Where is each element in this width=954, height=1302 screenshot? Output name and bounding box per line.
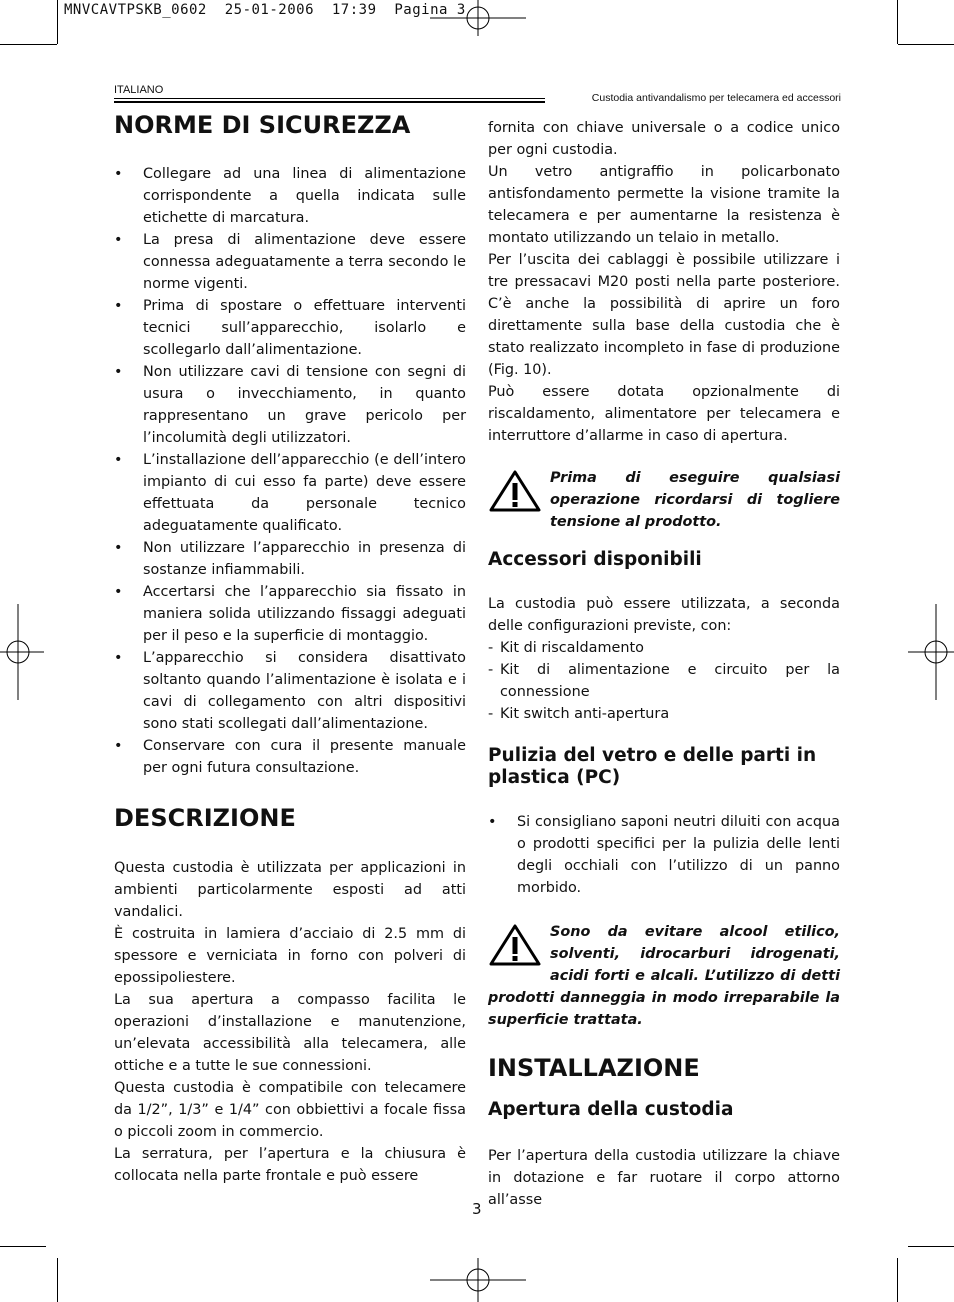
crop-mark bbox=[898, 44, 954, 45]
safety-item: • Non utilizzare l’apparecchio in presenza di sostanze infiammabili. bbox=[114, 537, 466, 581]
accessory-item: - Kit switch anti-apertura bbox=[488, 703, 840, 725]
heading-accessories: Accessori disponibili bbox=[488, 549, 702, 570]
accessories-list bbox=[488, 637, 840, 725]
heading-safety: NORME DI SICUREZZA bbox=[114, 111, 411, 139]
header-title: Custodia antivandalismo per telecamera ed accessori bbox=[591, 92, 841, 104]
accessories-intro: La custodia può essere utilizzata, a seconda delle configurazioni previste, con: bbox=[488, 596, 840, 634]
heading-opening: Apertura della custodia bbox=[488, 1099, 734, 1120]
warning-chemicals bbox=[488, 921, 840, 1031]
crop-mark bbox=[897, 0, 898, 44]
right-column bbox=[488, 117, 840, 1211]
warning-power bbox=[488, 467, 840, 533]
registration-mark-icon bbox=[908, 604, 954, 700]
description-paragraph: Per l’uscita dei cablaggi è possibile utilizzare i tre pressacavi M20 posti nella parte posteriore. C’è anche la possibilità di aprire un foro direttamente sulla base della custodia che è stato realizzato incompleto in fase di produzione (Fig. 10). bbox=[488, 252, 840, 378]
crop-mark bbox=[897, 1258, 898, 1302]
description-body bbox=[114, 857, 466, 1187]
opening-text: Per l’apertura della custodia utilizzare la chiave in dotazione e far ruotare il corpo attorno all’asse bbox=[488, 1148, 840, 1208]
warning-text: Sono da evitare alcool etilico, solventi, idrocarburi idrogenati, acidi forti e alcali. L’utilizzo di detti prodotti danneggia in modo irreparabile la superficie trattata. bbox=[488, 924, 840, 1028]
description-paragraph: fornita con chiave universale o a codice unico per ogni custodia. bbox=[488, 120, 840, 158]
description-paragraph: Un vetro antigraffio in policarbonato antisfondamento permette la visione tramite la telecamera e per aumentarne la resistenza è montato utilizzando un telaio in metallo. bbox=[488, 164, 840, 246]
description-paragraph: È costruita in lamiera d’acciaio di 2.5 mm di spessore e verniciata in forno con polveri di epossipoliestere. bbox=[114, 926, 466, 986]
registration-mark-icon bbox=[0, 604, 44, 700]
heading-description: DESCRIZIONE bbox=[114, 804, 296, 832]
crop-mark bbox=[0, 44, 57, 45]
safety-item: • Non utilizzare cavi di tensione con segni di usura o invecchiamento, in quanto rappresentano un grave pericolo per l’incolumità degli utilizzatori. bbox=[114, 361, 466, 449]
registration-mark-icon bbox=[430, 1258, 526, 1302]
safety-list bbox=[114, 163, 466, 779]
header-language: ITALIANO bbox=[114, 84, 164, 96]
cleaning-item: • Si consigliano saponi neutri diluiti con acqua o prodotti specifici per la pulizia delle lenti degli occhiali con l’utilizzo di un panno morbido. bbox=[488, 811, 840, 899]
safety-item: • Prima di spostare o effettuare interventi tecnici sull’apparecchio, isolarlo e scollegarlo dall’alimentazione. bbox=[114, 295, 466, 361]
cleaning-list bbox=[488, 811, 840, 899]
description-paragraph: La sua apertura a compasso facilita le operazioni d’installazione e manutenzione, un’elevata accessibilità alla telecamera, alle ottiche e a tutte le sue connessioni. bbox=[114, 992, 466, 1074]
safety-item: • La presa di alimentazione deve essere connessa adeguatamente a terra secondo le norme vigenti. bbox=[114, 229, 466, 295]
safety-item: • L’apparecchio si considera disattivato soltanto quando l’alimentazione è isolata e i cavi di collegamento con altri dispositivi sono stati scollegati dall’alimentazione. bbox=[114, 647, 466, 735]
safety-item: • Collegare ad una linea di alimentazione corrispondente a quella indicata sulle etichette di marcatura. bbox=[114, 163, 466, 229]
crop-mark bbox=[57, 0, 58, 44]
safety-item: • L’installazione dell’apparecchio (e dell’intero impianto di cui esso fa parte) deve essere effettuata da personale tecnico adeguatamente qualificato. bbox=[114, 449, 466, 537]
accessory-item: - Kit di alimentazione e circuito per la connessione bbox=[488, 659, 840, 703]
printer-slug: MNVCAVTPSKB_0602 25-01-2006 17:39 Pagina 3 bbox=[64, 2, 466, 18]
page-number: 3 bbox=[472, 1200, 482, 1218]
description-paragraph: Può essere dotata opzionalmente di riscaldamento, alimentatore per telecamera e interruttore d’allarme in caso di apertura. bbox=[488, 384, 840, 444]
heading-installation: INSTALLAZIONE bbox=[488, 1054, 700, 1082]
crop-mark bbox=[57, 1258, 58, 1302]
heading-cleaning: Pulizia del vetro e delle parti in plastica (PC) bbox=[488, 745, 817, 788]
safety-item: • Conservare con cura il presente manuale per ogni futura consultazione. bbox=[114, 735, 466, 779]
left-column bbox=[114, 110, 466, 1187]
accessory-item: - Kit di riscaldamento bbox=[488, 637, 840, 659]
warning-icon bbox=[488, 923, 542, 967]
safety-item: • Accertarsi che l’apparecchio sia fissato in maniera solida utilizzando fissaggi adeguati per il peso e la superficie di montaggio. bbox=[114, 581, 466, 647]
crop-mark bbox=[0, 1246, 46, 1247]
warning-icon bbox=[488, 469, 542, 513]
header-rule bbox=[114, 98, 545, 103]
description-paragraph: Questa custodia è utilizzata per applicazioni in ambienti particolarmente esposti ad atti vandalici. bbox=[114, 860, 466, 920]
registration-mark-icon bbox=[430, 0, 526, 36]
crop-mark bbox=[908, 1246, 954, 1247]
description-paragraph: La serratura, per l’apertura e la chiusura è collocata nella parte frontale e può essere bbox=[114, 1146, 466, 1184]
description-paragraph: Questa custodia è compatibile con telecamere da 1/2”, 1/3” e 1/4” con obbiettivi a focale fissa o piccoli zoom in commercio. bbox=[114, 1080, 466, 1140]
warning-text: Prima di eseguire qualsiasi operazione ricordarsi di togliere tensione al prodotto. bbox=[550, 470, 840, 530]
